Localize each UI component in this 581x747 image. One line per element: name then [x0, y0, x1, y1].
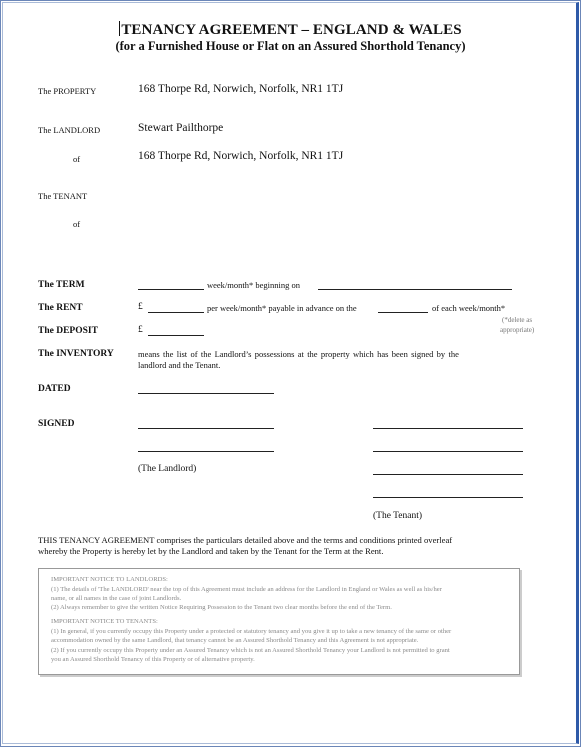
document-title[interactable] [0, 21, 581, 39]
deposit-currency: £ [138, 325, 143, 335]
term-length-field[interactable] [138, 289, 204, 290]
signed-label: SIGNED [38, 419, 75, 429]
rent-day-field[interactable] [378, 312, 428, 313]
rent-currency: £ [138, 302, 143, 312]
inventory-label: The INVENTORY [38, 349, 114, 359]
rent-label: The RENT [38, 303, 83, 313]
tenant-signature-line-1[interactable] [373, 428, 523, 429]
term-label: The TERM [38, 280, 85, 290]
property-label: The PROPERTY [38, 86, 97, 96]
landlord-label: The LANDLORD [38, 125, 101, 135]
tenant-signature-caption: (The Tenant) [373, 511, 423, 521]
deposit-amount-field[interactable] [148, 335, 204, 336]
tenant-signature-line-4[interactable] [373, 497, 523, 498]
term-text: week/month* beginning on [207, 280, 301, 290]
tenant-signature-line-3[interactable] [373, 474, 523, 475]
agreement-text-line2: whereby the Property is hereby let by the Landlord and taken by the Tenant for the Term at the Rent. [38, 546, 384, 556]
tenant-signature-line-2[interactable] [373, 451, 523, 452]
notice-tenants-item1-line1: (1) In general, if you currently occupy this Property under a protected or statutory tenancy and you give it up to take a new tenancy of the same or other [51, 628, 452, 635]
notice-tenants-item1-line2: accommodation owned by the same Landlord, that tenancy cannot be an Assured Shorthold Tenancy and this Agreement is not appropriate. [51, 637, 419, 644]
important-notice-box [38, 568, 520, 675]
rent-text-2: of each week/month* [432, 303, 506, 313]
notice-landlords-item1-line2: name, or all names in the case of joint Landlords. [51, 595, 182, 602]
notice-tenants-item2-line2: you an Assured Shorthold Tenancy of this Property or of alternative property. [51, 656, 255, 663]
notice-tenants-item2-line1: (2) If you currently occupy this Property under an Assured Tenancy which is not an Assured Shorthold Tenancy your Landlord is not permitted to grant [51, 647, 450, 654]
deposit-label: The DEPOSIT [38, 326, 98, 336]
notice-landlords-item2: (2) Always remember to give the written Notice Requiring Possession to the Tenant two clear months before the end of the Term. [51, 604, 392, 611]
inventory-text-line2: landlord and the Tenant. [138, 360, 221, 370]
tenant-label: The TENANT [38, 191, 88, 201]
term-start-date-field[interactable] [318, 289, 512, 290]
delete-note-line1: (*delete as [502, 316, 533, 324]
document-title-text: TENANCY AGREEMENT – ENGLAND & WALES [121, 22, 462, 38]
landlord-signature-line-2[interactable] [138, 451, 274, 452]
landlord-name[interactable]: Stewart Pailthorpe [138, 122, 224, 134]
landlord-address[interactable]: 168 Thorpe Rd, Norwich, Norfolk, NR1 1TJ [138, 150, 344, 162]
tenant-of-label: of [73, 219, 81, 229]
agreement-text-line1: THIS TENANCY AGREEMENT comprises the particulars detailed above and the terms and conditions printed overleaf [38, 535, 453, 545]
delete-note-line2: appropriate) [500, 326, 535, 334]
landlord-signature-caption: (The Landlord) [138, 464, 197, 474]
notice-landlords-item1-line1: (1) The details of 'The LANDLORD' near the top of this Agreement must include an address for the Landlord in England or Wales as well as his/her [51, 586, 442, 593]
document-subtitle: (for a Furnished House or Flat on an Assured Shorthold Tenancy) [115, 39, 466, 53]
dated-label: DATED [38, 384, 71, 394]
dated-field[interactable] [138, 393, 274, 394]
inventory-text-line1: means the list of the Landlord’s possessions at the property which has been signed by the [138, 349, 459, 359]
notice-landlords-heading: IMPORTANT NOTICE TO LANDLORDS: [51, 576, 168, 583]
landlord-signature-line-1[interactable] [138, 428, 274, 429]
rent-amount-field[interactable] [148, 312, 204, 313]
property-value[interactable]: 168 Thorpe Rd, Norwich, Norfolk, NR1 1TJ [138, 83, 344, 95]
rent-text: per week/month* payable in advance on the [207, 303, 357, 313]
landlord-of-label: of [73, 154, 81, 164]
notice-tenants-heading: IMPORTANT NOTICE TO TENANTS: [51, 618, 158, 625]
